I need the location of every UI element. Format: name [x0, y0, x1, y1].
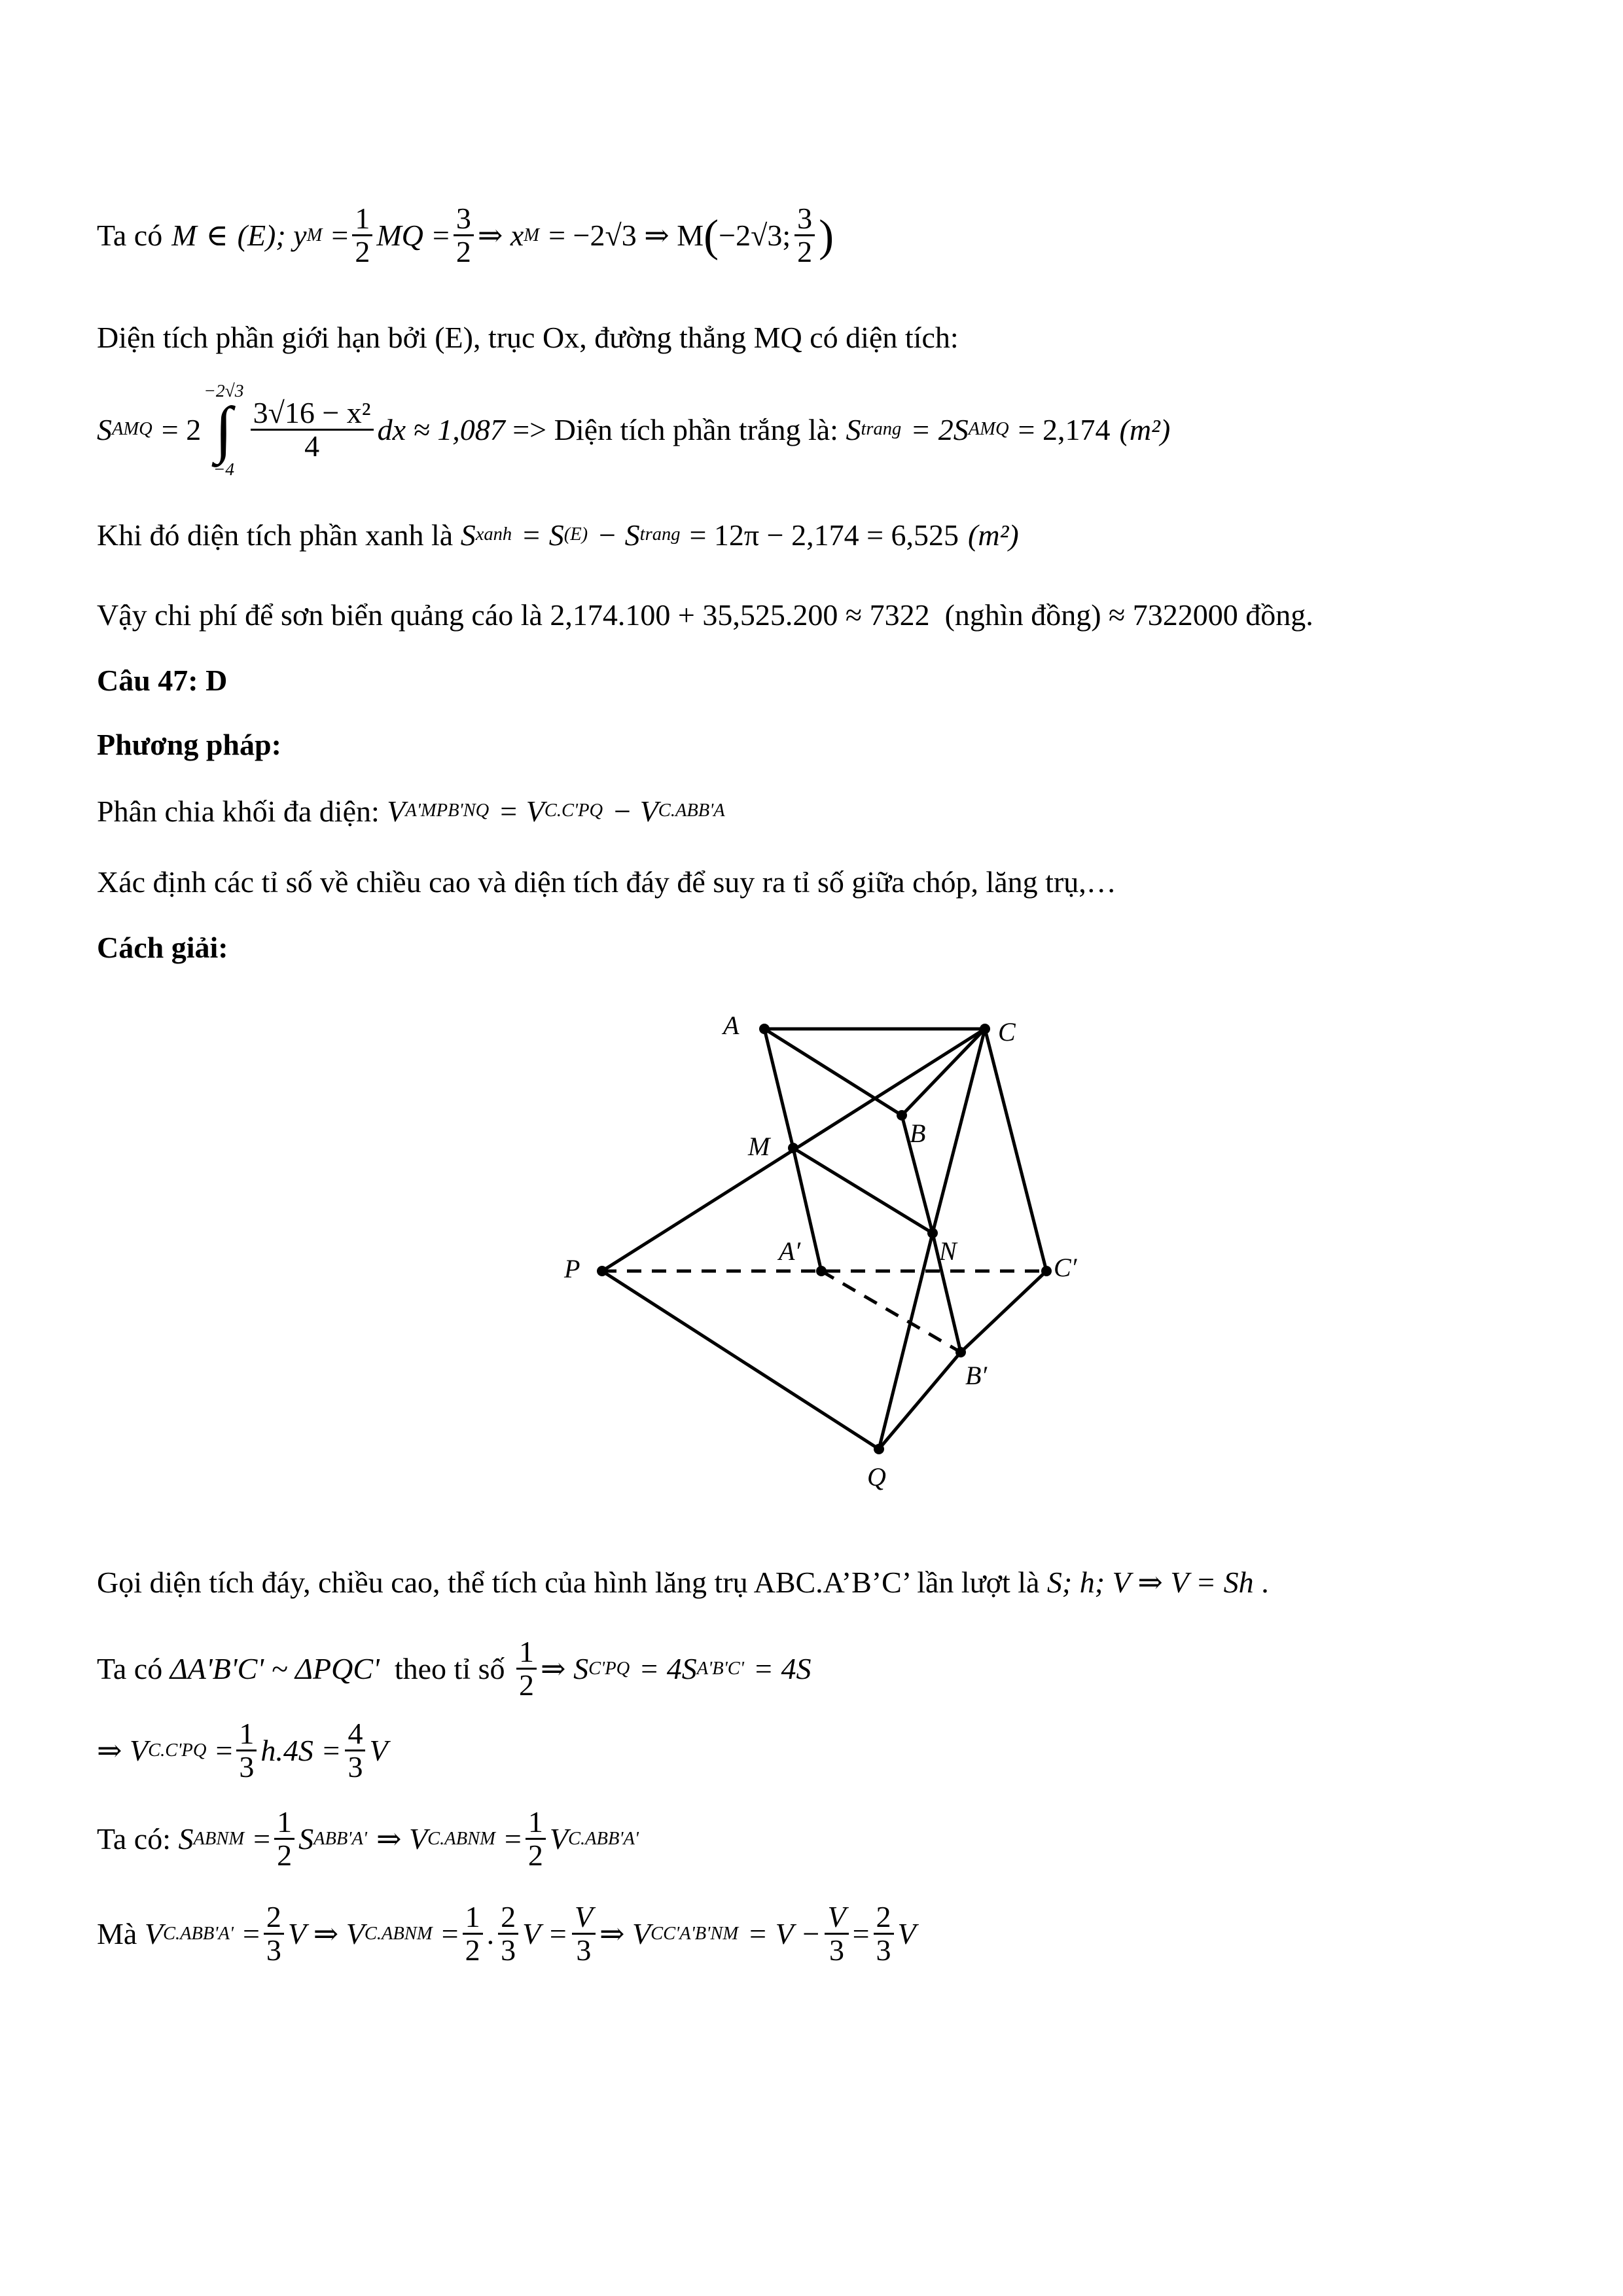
math: (m²)	[1119, 412, 1171, 446]
fraction: $\frac{\text{3√16 − x²}}{4}$	[251, 397, 374, 463]
edge-mn	[793, 1148, 933, 1233]
edge-a1b1-dashed	[821, 1271, 961, 1352]
math-sub: trang	[639, 524, 681, 545]
math: = 2,174	[1018, 412, 1111, 446]
line-similar	[97, 1636, 1544, 1702]
math: ⇒ V	[376, 1822, 428, 1856]
fraction: $\frac{1}{2}$	[516, 1636, 537, 1702]
line-volume-cpq	[97, 1718, 1544, 1784]
math: ⇒ V	[599, 1917, 651, 1951]
math-sub: ABNM	[193, 1828, 245, 1849]
math-sub: C'PQ	[588, 1658, 630, 1679]
text: Phân chia khối đa diện:	[97, 795, 387, 828]
math: S	[846, 412, 861, 446]
math: =	[242, 1917, 260, 1951]
point-n	[927, 1228, 938, 1238]
math: = 2S	[910, 412, 969, 446]
text: Vậy chi phí để sơn biển quảng cáo là 2,174.100 + 35,525.200 ≈ 7322 (nghìn đồng) ≈ 7322000 đồng.	[97, 598, 1313, 632]
text: Xác định các tỉ số về chiều cao và diện tích đáy để suy ra tỉ số giữa chóp, lăng trụ,…	[97, 865, 1116, 899]
math-sub: M	[306, 224, 323, 245]
math: = 4S	[639, 1652, 697, 1686]
point-q	[874, 1444, 884, 1454]
text: Mà	[97, 1917, 145, 1951]
math-sub: C.ABB'A'	[567, 1828, 639, 1849]
math: M	[171, 219, 197, 253]
label-b1: B′	[965, 1361, 988, 1390]
point-c1	[1041, 1266, 1052, 1276]
edge-c1b1	[961, 1271, 1046, 1352]
point-a1	[816, 1266, 827, 1276]
math: V	[369, 1734, 388, 1768]
math: = 12π − 2,174 = 6,525	[689, 518, 959, 552]
math-sub: C.ABB'A'	[162, 1923, 234, 1944]
lower-limit: −4	[213, 459, 235, 480]
math-sub: C.C'PQ	[544, 800, 603, 821]
point-p	[597, 1266, 607, 1276]
math: = S	[521, 518, 564, 552]
edge-cn	[933, 1029, 985, 1233]
text: Khi đó diện tích phần xanh là	[97, 518, 461, 552]
fraction: $\frac{1}{2}$	[274, 1806, 294, 1872]
math: S	[298, 1822, 314, 1856]
fraction: $\frac{3}{2}$	[794, 203, 815, 268]
text: Diện tích phần giới hạn bởi (E), trục Ox, đường thẳng MQ có diện tích:	[97, 321, 959, 354]
point-a	[759, 1024, 770, 1034]
math-sub: AMQ	[968, 419, 1009, 440]
math: V ⇒ V	[287, 1917, 365, 1951]
text: => Diện tích phần trắng là:	[505, 412, 846, 446]
math: ⇒ V	[97, 1734, 149, 1768]
math-sub: C.ABB'A	[658, 800, 725, 821]
heading: Câu 47: D	[97, 664, 228, 697]
math: − S	[597, 518, 640, 552]
label-p: P	[564, 1254, 580, 1283]
label-a: A	[723, 1011, 740, 1040]
math: V	[387, 795, 406, 828]
math: ⇒ x	[477, 219, 524, 253]
heading: Cách giải:	[97, 931, 228, 964]
integral-sign: ∫	[215, 394, 233, 465]
math-sub: C.ABNM	[364, 1923, 433, 1944]
line-point-m: Ta có M ∈ (E); y M = $\frac{1}{2}$ MQ = $\frac{3}{2}$ ⇒ x M = −2√3 ⇒ M ( −2√3; $\frac{3}{2}$ )	[97, 202, 834, 269]
fraction: $\frac{2}{3}$	[498, 1901, 518, 1967]
math: S	[97, 412, 112, 446]
math: V	[144, 1917, 163, 1951]
edge-ab	[764, 1029, 902, 1115]
math: =	[852, 1917, 870, 1951]
math: ΔA'B'C' ~ ΔPQC'	[169, 1652, 380, 1686]
fraction: $\frac{4}{3}$	[345, 1718, 365, 1784]
point-m	[788, 1143, 798, 1153]
math: S	[460, 518, 476, 552]
math: =	[504, 1822, 522, 1856]
math: = V	[498, 795, 544, 828]
fraction: $\frac{1}{3}$	[236, 1718, 257, 1784]
fraction: $\frac{2}{3}$	[874, 1901, 894, 1967]
math: (E); y	[237, 219, 307, 253]
text: Ta có:	[97, 1822, 179, 1856]
text: Ta có	[97, 219, 163, 253]
point-b1	[955, 1347, 966, 1357]
label-c: C	[998, 1017, 1016, 1047]
math: ∈	[205, 219, 228, 253]
text: .	[1253, 1566, 1269, 1599]
math: ⇒ S	[541, 1652, 589, 1686]
fraction: $\frac{3}{2}$	[454, 203, 474, 268]
fraction: $\frac{1}{2}$	[526, 1806, 546, 1872]
fraction: $\frac{V}{3}$	[825, 1901, 848, 1967]
math: dx ≈ 1,087	[377, 412, 505, 446]
math: −2√3;	[719, 219, 791, 253]
math: V =	[522, 1917, 568, 1951]
math-sub: AMQ	[112, 419, 152, 440]
math-sub: C.ABNM	[427, 1828, 495, 1849]
edge-cc1	[985, 1029, 1046, 1271]
math: S; h; V ⇒ V = Sh	[1046, 1566, 1254, 1599]
label-c1: C′	[1054, 1253, 1077, 1282]
math: = −2√3 ⇒ M	[548, 219, 704, 253]
label-q: Q	[867, 1462, 886, 1492]
fraction: $\frac{1}{2}$	[463, 1901, 483, 1967]
line-final-volume	[97, 1901, 1544, 1967]
math: =	[253, 1822, 271, 1856]
label-n: N	[939, 1236, 957, 1266]
math: (m²)	[968, 518, 1019, 552]
math-sub: C.C'PQ	[148, 1740, 207, 1761]
math: = 4S	[753, 1652, 812, 1686]
edge-pq	[602, 1271, 879, 1449]
math: =	[432, 219, 450, 253]
text: Gọi diện tích đáy, chiều cao, thể tích của hình lăng trụ ABC.A’B’C’ lần lượt là	[97, 1566, 1047, 1599]
math: = V −	[747, 1917, 821, 1951]
fraction: $\frac{V}{3}$	[572, 1901, 596, 1967]
math: V	[549, 1822, 568, 1856]
math-sub: CC'A'B'NM	[651, 1923, 739, 1944]
math-sub: xanh	[475, 524, 512, 545]
point-b	[897, 1110, 907, 1121]
math-sub: ABB'A'	[313, 1828, 367, 1849]
math: MQ	[376, 219, 423, 253]
math: =	[331, 219, 349, 253]
math: =	[441, 1917, 459, 1951]
label-m: M	[748, 1132, 770, 1161]
math: .	[486, 1917, 495, 1951]
label-a1: A′	[779, 1236, 801, 1266]
upper-limit: −2√3	[204, 380, 244, 401]
text: Ta có	[97, 1652, 170, 1686]
label-b: B	[910, 1119, 926, 1148]
math-sub: A'MPB'NQ	[405, 800, 490, 821]
line-area-abnm	[97, 1806, 1544, 1872]
math: h.4S =	[260, 1734, 342, 1768]
point-c	[980, 1024, 990, 1034]
text: theo tỉ số	[379, 1652, 513, 1686]
math: =	[215, 1734, 233, 1768]
fraction: $\frac{2}{3}$	[264, 1901, 284, 1967]
math-sub: (E)	[563, 524, 588, 545]
math-sub: trang	[861, 419, 902, 440]
math: = 2	[161, 412, 202, 446]
math-sub: M	[524, 224, 540, 245]
line-define	[97, 1564, 1544, 1600]
math: − V	[612, 795, 658, 828]
math-sub: A'B'C'	[696, 1658, 744, 1679]
edge-am	[764, 1029, 793, 1148]
heading: Phương pháp:	[97, 728, 281, 761]
fraction: $\frac{1}{2}$	[352, 203, 372, 268]
math: S	[178, 1822, 194, 1856]
math: V	[897, 1917, 916, 1951]
